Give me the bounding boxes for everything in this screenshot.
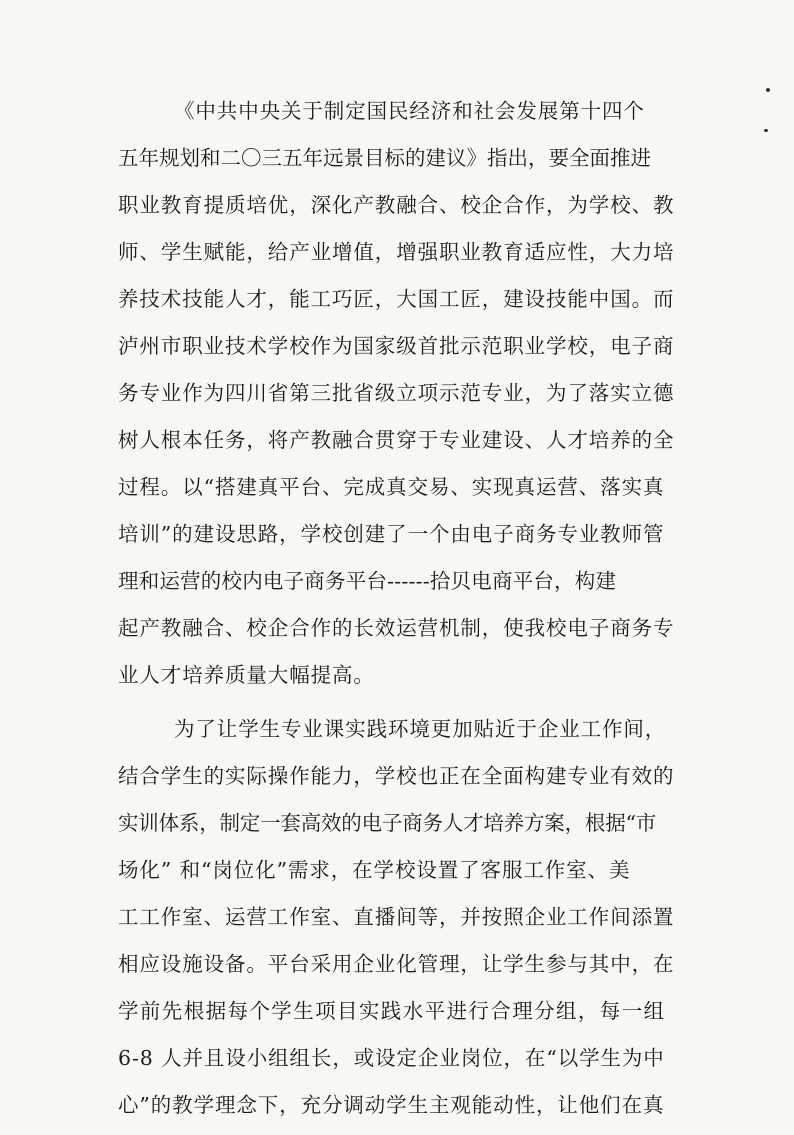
text-line: 过程。以“搭建真平台、完成真交易、实现真运营、落实真: [118, 475, 665, 499]
text-line: 树人根本任务，将产教融合贯穿于专业建设、人才培养的全: [118, 428, 675, 452]
text-line: 《中共中央关于制定国民经济和社会发展第十四个: [174, 99, 645, 123]
text-line: 业人才培养质量大幅提高。: [118, 663, 375, 687]
text-line: 务专业作为四川省第三批省级立项示范专业，为了落实立德: [118, 381, 675, 405]
text-line: 师、学生赋能，给产业增值，增强职业教育适应性，大力培: [118, 240, 675, 264]
text-line: 工工作室、运营工作室、直播间等，并按照企业工作间添置: [118, 905, 675, 929]
text-line: 五年规划和二〇三五年远景目标的建议》指出，要全面推进: [118, 146, 651, 170]
text-line: 培训”的建设思路，学校创建了一个由电子商务专业教师管: [118, 522, 665, 546]
text-line: 泸州市职业技术学校作为国家级首批示范职业学校，电子商: [118, 334, 675, 358]
text-line: 6-8 人并且设小组组长，或设定企业岗位，在“以学生为中: [118, 1046, 665, 1070]
text-line: 职业教育提质培优，深化产教融合、校企合作，为学校、教: [118, 193, 675, 217]
text-line: 场化” 和“岗位化”需求，在学校设置了客服工作室、美: [118, 858, 631, 882]
text-line: 养技术技能人才，能工巧匠，大国工匠，建设技能中国。而: [118, 287, 675, 311]
text-line: 结合学生的实际操作能力，学校也正在全面构建专业有效的: [118, 764, 675, 788]
text-line: 实训体系，制定一套高效的电子商务人才培养方案，根据“市: [118, 811, 657, 835]
text-line: 相应设施设备。平台采用企业化管理，让学生参与其中，在: [118, 952, 675, 976]
scan-speck: [766, 88, 770, 92]
text-line: 学前先根据每个学生项目实践水平进行合理分组，每一组: [118, 999, 666, 1023]
scan-speck: [764, 129, 768, 132]
text-line: 为了让学生专业课实践环境更加贴近于企业工作间，: [174, 717, 667, 741]
text-line: 起产教融合、校企合作的长效运营机制，使我校电子商务专: [118, 616, 675, 640]
text-line: 心”的教学理念下，充分调动学生主观能动性，让他们在真: [118, 1093, 665, 1117]
text-line: 理和运营的校内电子商务平台------拾贝电商平台，构建: [118, 569, 617, 593]
